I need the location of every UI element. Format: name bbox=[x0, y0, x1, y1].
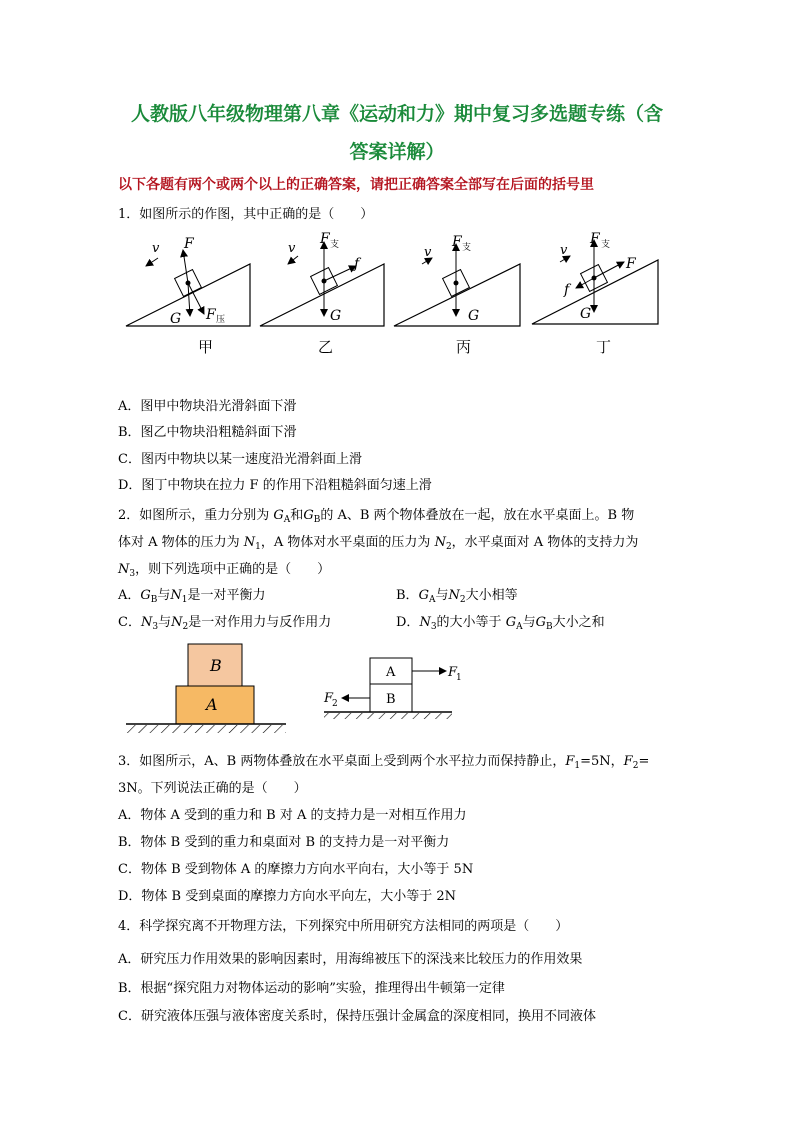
svg-text:v: v bbox=[152, 241, 160, 256]
q2-option-d: D．$N_3$的大小等于 $G_A$与$G_B$大小之和 bbox=[396, 615, 605, 632]
svg-text:2: 2 bbox=[332, 699, 338, 709]
svg-text:v: v bbox=[424, 245, 432, 260]
svg-text:f: f bbox=[354, 256, 360, 272]
svg-text:A: A bbox=[386, 665, 396, 680]
svg-text:支: 支 bbox=[330, 240, 340, 250]
q3-stem-line2: 3N。下列说法正确的是（ ） bbox=[118, 781, 307, 796]
q1-option-c: C．图丙中物块以某一速度沿光滑斜面上滑 bbox=[118, 452, 362, 467]
document-title bbox=[90, 95, 704, 171]
q2-stem-line1: 2．如图所示，重力分别为 $G_A$和$G_B$的 A、B 两个物体叠放在一起，放在水平桌面上。B 物 bbox=[118, 508, 635, 525]
q1-figure bbox=[118, 228, 678, 363]
incline-yi bbox=[260, 231, 384, 356]
svg-text:F: F bbox=[590, 231, 600, 247]
svg-text:G: G bbox=[170, 311, 182, 327]
q1-option-b: B．图乙中物块沿粗糙斜面下滑 bbox=[118, 425, 297, 440]
svg-text:F: F bbox=[206, 307, 216, 323]
block-a-label: A bbox=[206, 695, 218, 714]
label-bing: 丙 bbox=[456, 338, 472, 356]
incline-bing bbox=[394, 234, 520, 356]
q4-option-a: A．研究压力作用效果的影响因素时，用海绵被压下的深浅来比较压力的作用效果 bbox=[118, 952, 583, 967]
svg-text:F: F bbox=[324, 691, 334, 706]
q2-q3-figures bbox=[118, 640, 478, 746]
svg-text:v: v bbox=[560, 243, 568, 258]
q1-option-a: A．图甲中物块沿光滑斜面下滑 bbox=[118, 399, 297, 414]
q1-option-d: D．图丁中物块在拉力 F 的作用下沿粗糙斜面匀速上滑 bbox=[118, 478, 432, 493]
title-line-1: 人教版八年级物理第八章《运动和力》期中复习多选题专练（含 bbox=[130, 103, 663, 125]
instruction: 以下各题有两个或两个以上的正确答案，请把正确答案全部写在后面的括号里 bbox=[118, 177, 594, 193]
q3-stem-line1: 3．如图所示，A、B 两物体叠放在水平桌面上受到两个水平拉力而保持静止，$F_1=5N$，$F_2=$ bbox=[118, 754, 650, 771]
svg-text:F: F bbox=[184, 236, 194, 252]
title-line-2: 答案详解） bbox=[349, 141, 445, 163]
svg-text:f: f bbox=[564, 282, 570, 298]
q2-option-a: A．$G_B$与$N_1$是一对平衡力 bbox=[118, 588, 266, 605]
block-b-label: B bbox=[210, 656, 222, 675]
svg-text:F: F bbox=[452, 234, 462, 250]
svg-text:1: 1 bbox=[456, 673, 462, 683]
svg-text:支: 支 bbox=[601, 240, 611, 250]
label-ding: 丁 bbox=[596, 338, 612, 356]
q2-stem-line2: 体对 A 物体的压力为 $N_1$，A 物体对水平桌面的压力为 $N_2$，水平桌面对 A 物体的支持力为 bbox=[118, 535, 639, 552]
incline-jia bbox=[126, 236, 250, 356]
svg-text:B: B bbox=[386, 692, 396, 707]
svg-text:G: G bbox=[330, 308, 342, 324]
q3-option-a: A．物体 A 受到的重力和 B 对 A 的支持力是一对相互作用力 bbox=[118, 808, 467, 823]
q3-blocks bbox=[323, 658, 462, 719]
incline-ding bbox=[532, 231, 658, 356]
q4-option-c: C．研究液体压强与液体密度关系时，保持压强计金属盒的深度相同，换用不同液体 bbox=[118, 1009, 596, 1024]
label-yi: 乙 bbox=[318, 338, 334, 356]
svg-text:支: 支 bbox=[462, 243, 472, 253]
svg-text:压: 压 bbox=[216, 315, 226, 325]
q3-option-b: B．物体 B 受到的重力和桌面对 B 的支持力是一对平衡力 bbox=[118, 835, 450, 850]
svg-text:G: G bbox=[468, 308, 480, 324]
svg-text:v: v bbox=[288, 241, 296, 256]
q2-option-c: C．$N_3$与$N_2$是一对作用力与反作用力 bbox=[118, 615, 332, 632]
svg-text:F: F bbox=[448, 665, 458, 680]
q2-stacked-blocks bbox=[126, 644, 286, 733]
svg-text:G: G bbox=[580, 306, 592, 322]
q1-stem: 1．如图所示的作图，其中正确的是（ ） bbox=[118, 207, 374, 222]
q2-stem-line3: $N_3$，则下列选项中正确的是（ ） bbox=[118, 562, 331, 579]
q4-option-b: B．根据“探究阻力对物体运动的影响”实验，推理得出牛顿第一定律 bbox=[118, 981, 505, 996]
label-jia: 甲 bbox=[198, 338, 214, 356]
svg-text:F: F bbox=[320, 231, 330, 247]
q2-option-b: B．$G_A$与$N_2$大小相等 bbox=[396, 588, 518, 605]
svg-text:F: F bbox=[626, 256, 636, 272]
q3-option-c: C．物体 B 受到物体 A 的摩擦力方向水平向右，大小等于 5N bbox=[118, 862, 474, 877]
q4-stem: 4．科学探究离不开物理方法，下列探究中所用研究方法相同的两项是（ ） bbox=[118, 919, 569, 934]
q3-option-d: D．物体 B 受到桌面的摩擦力方向水平向左，大小等于 2N bbox=[118, 889, 457, 904]
